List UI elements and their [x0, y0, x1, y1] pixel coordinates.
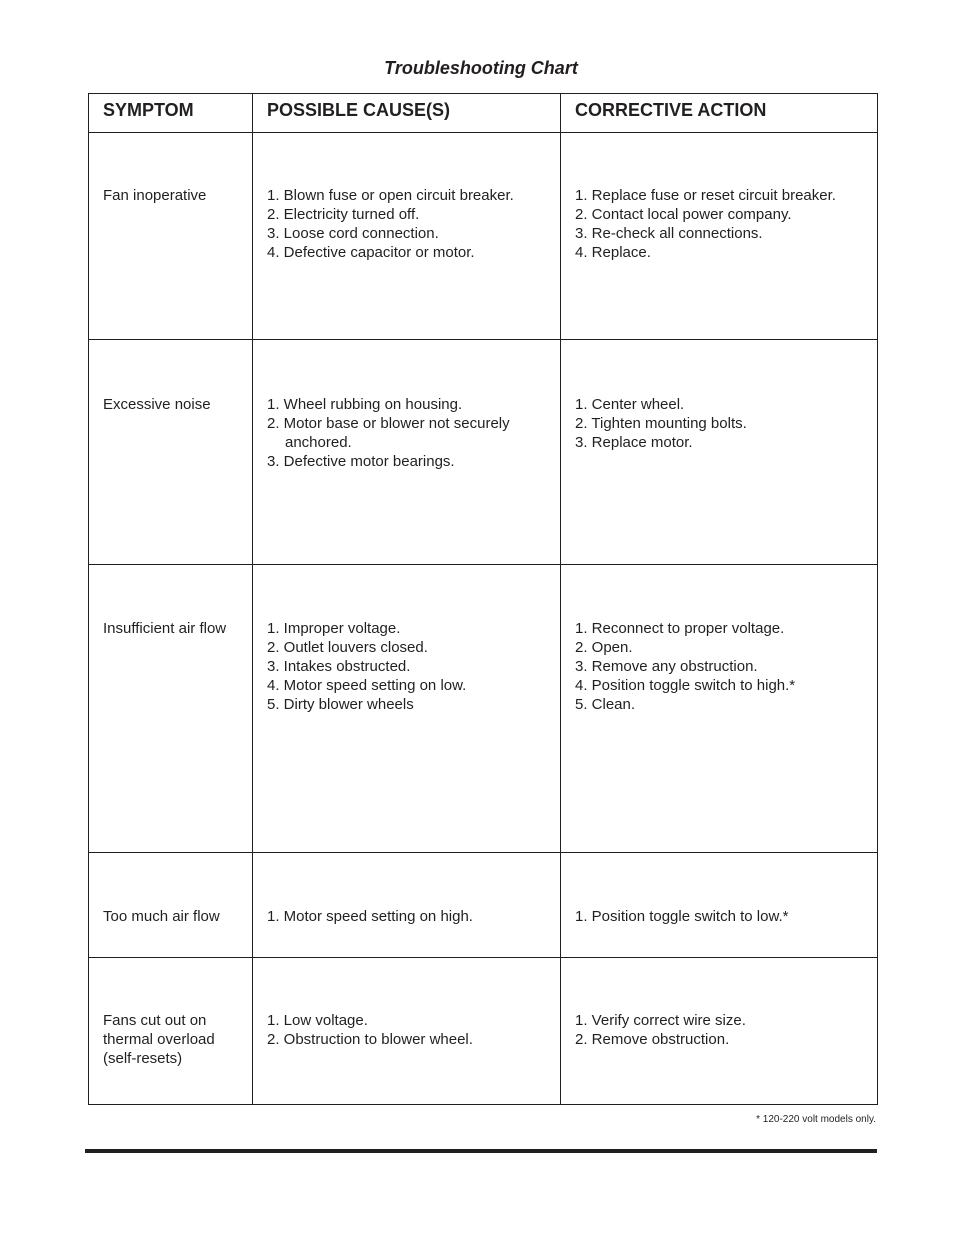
- symptom-cell: Fans cut out on thermal overload (self-resets): [89, 958, 253, 1105]
- actions-cell: [561, 565, 878, 853]
- actions-cell: [561, 853, 878, 958]
- causes-cell: [253, 853, 561, 958]
- cause-item: 4. Motor speed setting on low.: [267, 677, 467, 694]
- action-item: 2. Remove obstruction.: [575, 1031, 730, 1048]
- cause-item: 1. Wheel rubbing on housing.: [267, 396, 463, 413]
- action-item: 4. Position toggle switch to high.*: [575, 677, 796, 694]
- cause-item: 1. Blown fuse or open circuit breaker.: [267, 187, 514, 204]
- action-item: 1. Replace fuse or reset circuit breaker.: [575, 187, 836, 204]
- symptom-cell: Excessive noise: [89, 340, 253, 565]
- cause-item: 3. Loose cord connection.: [267, 225, 439, 242]
- action-item: 3. Replace motor.: [575, 434, 693, 451]
- cause-item: 3. Intakes obstructed.: [267, 658, 411, 675]
- causes-header: POSSIBLE CAUSE(S): [253, 94, 561, 133]
- causes-list: [267, 1011, 552, 1049]
- actions-list: [575, 186, 869, 262]
- table-row: [89, 340, 878, 565]
- action-item: 3. Remove any obstruction.: [575, 658, 758, 675]
- table-row: [89, 133, 878, 340]
- action-item: 1. Position toggle switch to low.*: [575, 908, 789, 925]
- actions-header: CORRECTIVE ACTION: [561, 94, 878, 133]
- cause-item: 4. Defective capacitor or motor.: [267, 244, 475, 261]
- cause-item: 2. Electricity turned off.: [267, 206, 420, 223]
- actions-cell: [561, 133, 878, 340]
- symptom-cell: Too much air flow: [89, 853, 253, 958]
- actions-list: [575, 907, 869, 926]
- actions-list: [575, 619, 869, 714]
- action-item: 2. Contact local power company.: [575, 206, 792, 223]
- actions-list: [575, 1011, 869, 1049]
- causes-cell: [253, 565, 561, 853]
- actions-list: [575, 395, 869, 452]
- cause-item: 1. Improper voltage.: [267, 620, 401, 637]
- header-row: [89, 94, 878, 133]
- cause-item: 2. Outlet louvers closed.: [267, 639, 428, 656]
- table-row: [89, 565, 878, 853]
- cause-item: 5. Dirty blower wheels: [267, 696, 414, 713]
- action-item: 5. Clean.: [575, 696, 636, 713]
- action-item: 2. Open.: [575, 639, 633, 656]
- symptom-cell: Insufficient air flow: [89, 565, 253, 853]
- table-body: [89, 133, 878, 1105]
- symptom-cell: Fan inoperative: [89, 133, 253, 340]
- cause-item: 2. Obstruction to blower wheel.: [267, 1031, 473, 1048]
- action-item: 1. Reconnect to proper voltage.: [575, 620, 785, 637]
- action-item: 1. Center wheel.: [575, 396, 685, 413]
- chart-title: Troubleshooting Chart: [384, 58, 578, 78]
- cause-item: 3. Defective motor bearings.: [267, 453, 455, 470]
- actions-cell: [561, 958, 878, 1105]
- footnote: * 120-220 volt models only.: [756, 1114, 876, 1125]
- action-item: 3. Re-check all connections.: [575, 225, 763, 242]
- actions-cell: [561, 340, 878, 565]
- causes-list: [267, 619, 552, 714]
- cause-item: 2. Motor base or blower not securely anchored.: [267, 415, 510, 451]
- table-row: [89, 853, 878, 958]
- troubleshooting-table: [88, 93, 878, 1105]
- causes-list: [267, 395, 552, 471]
- cause-item: 1. Low voltage.: [267, 1012, 368, 1029]
- action-item: 4. Replace.: [575, 244, 651, 261]
- symptom-header: SYMPTOM: [89, 94, 253, 133]
- causes-list: [267, 186, 552, 262]
- bottom-rule: [85, 1149, 877, 1153]
- causes-list: [267, 907, 552, 926]
- causes-cell: [253, 340, 561, 565]
- causes-cell: [253, 133, 561, 340]
- action-item: 1. Verify correct wire size.: [575, 1012, 746, 1029]
- action-item: 2. Tighten mounting bolts.: [575, 415, 747, 432]
- cause-item: 1. Motor speed setting on high.: [267, 908, 473, 925]
- causes-cell: [253, 958, 561, 1105]
- table-row: [89, 958, 878, 1105]
